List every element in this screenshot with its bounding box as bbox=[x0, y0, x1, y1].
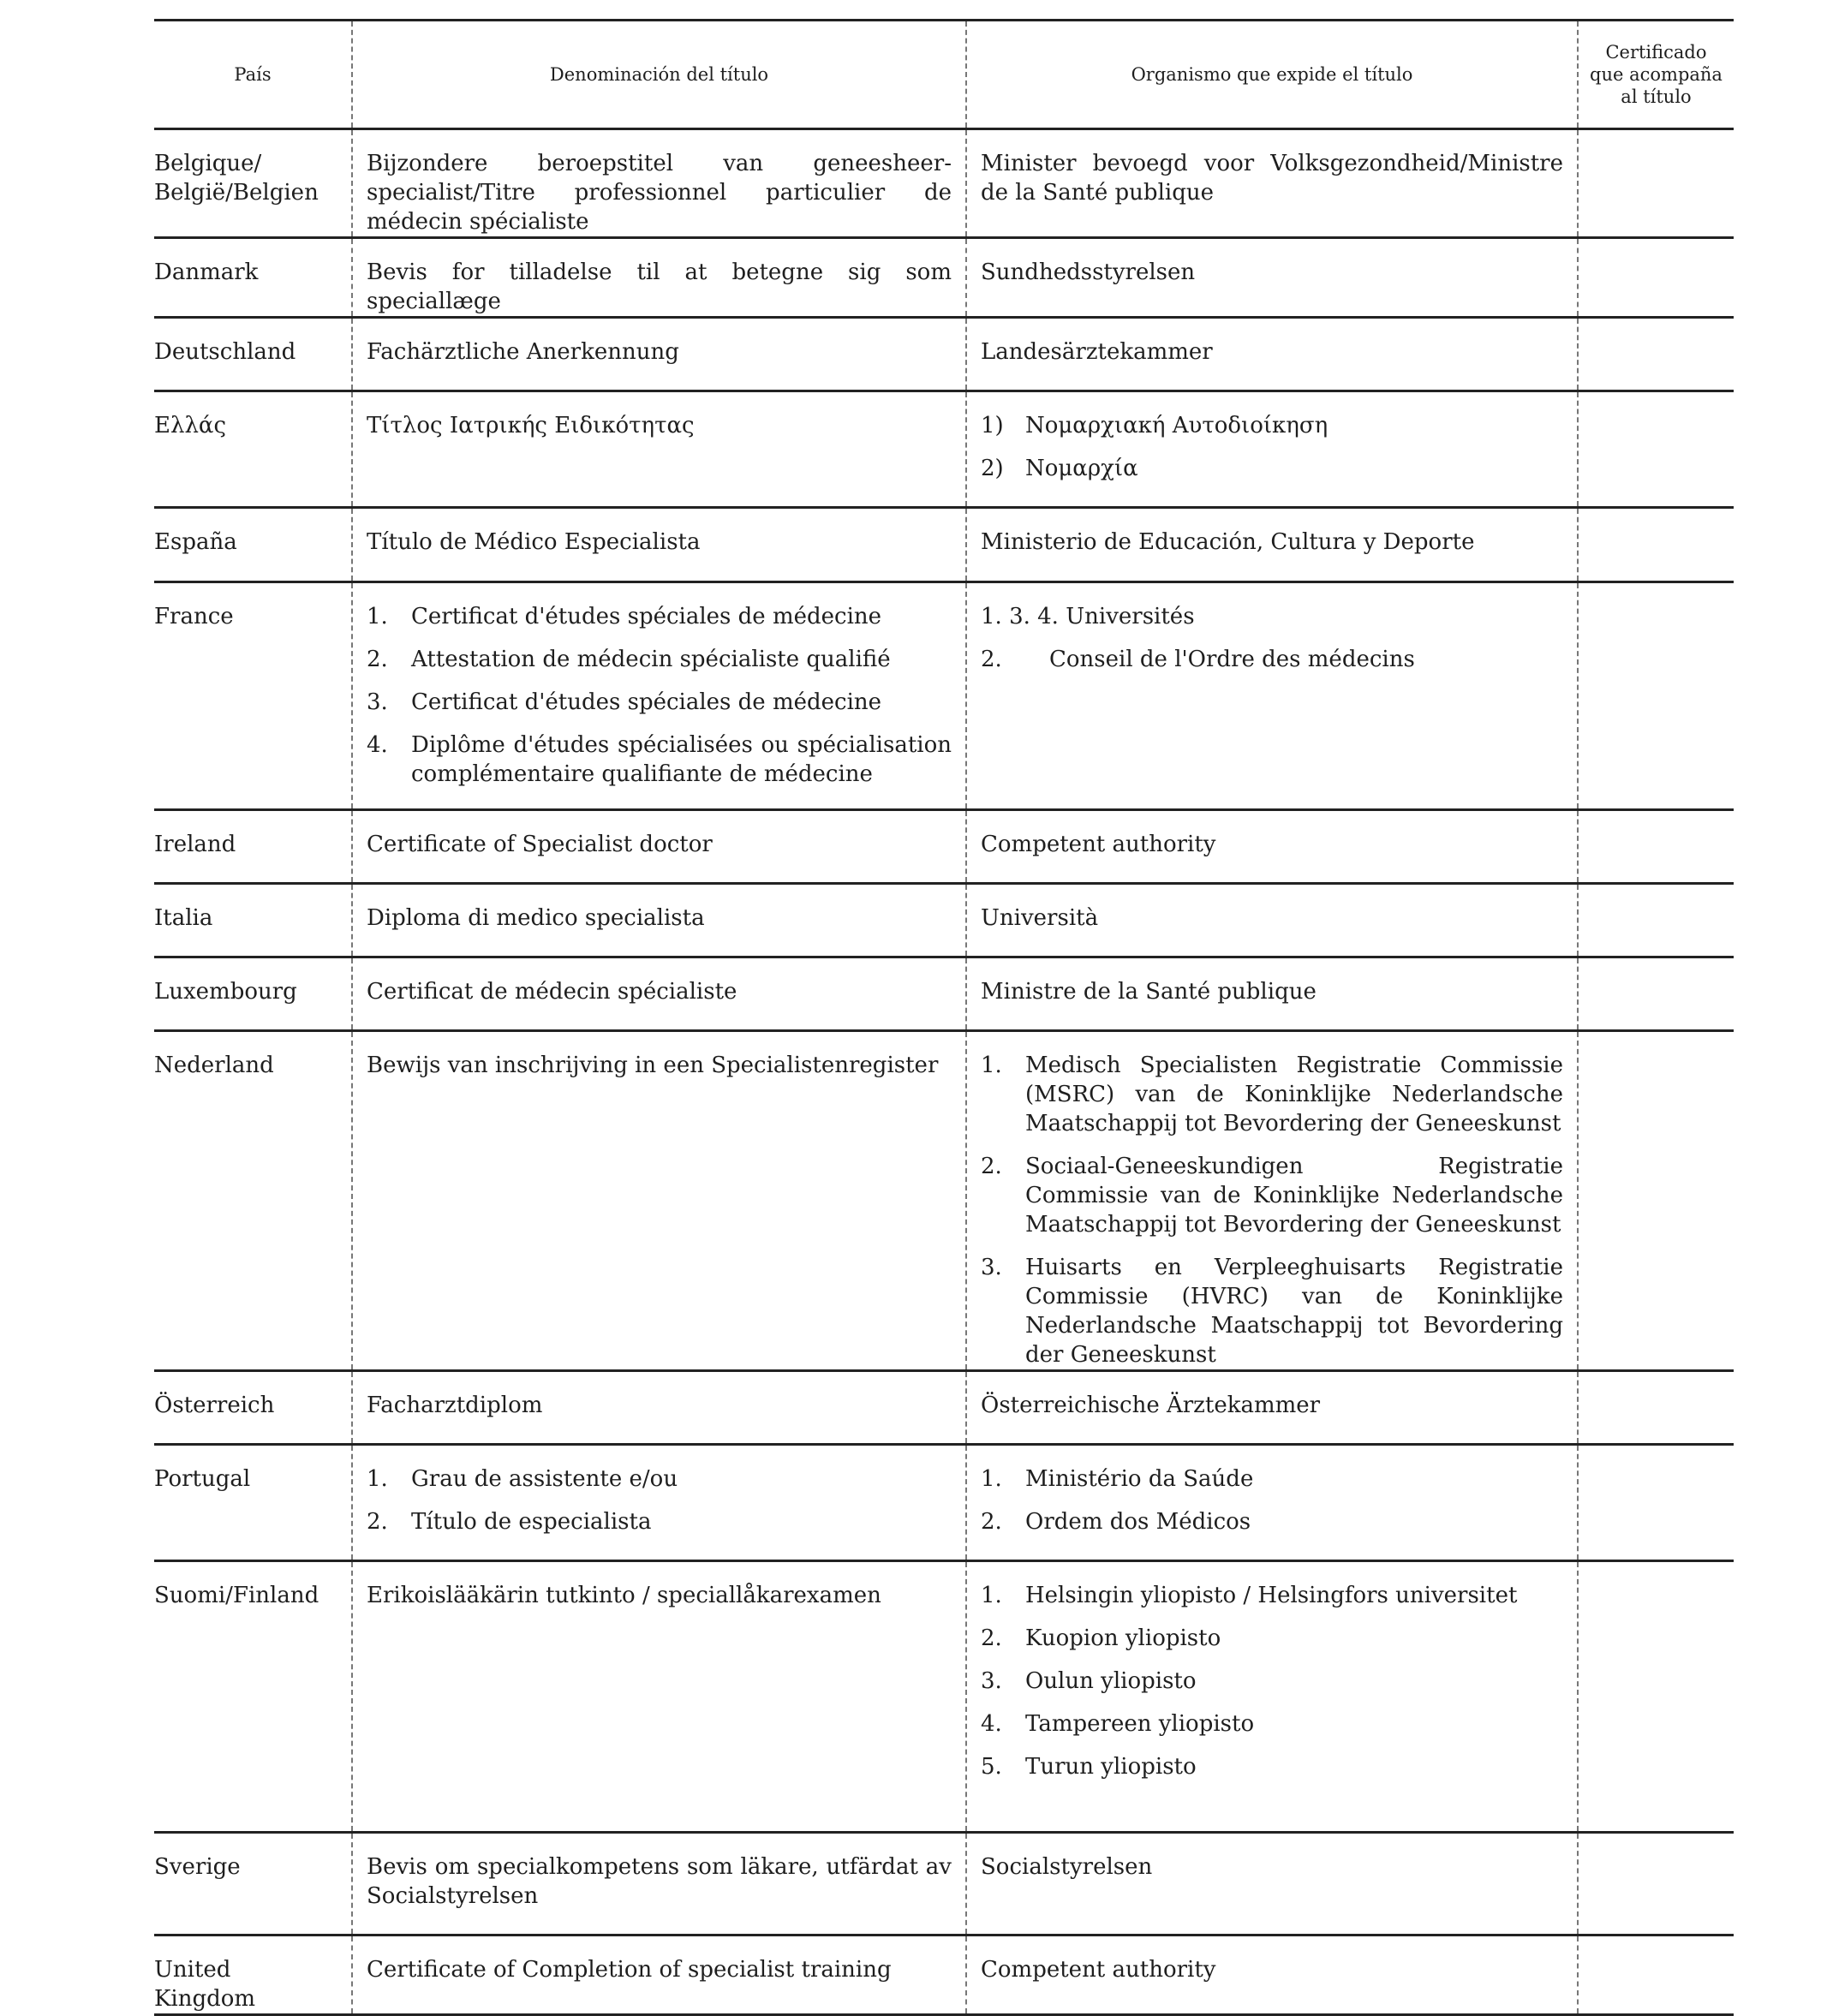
title-text: Diploma di medico specialista bbox=[367, 905, 705, 931]
issuing-body-text: Socialstyrelsen bbox=[981, 1854, 1153, 1880]
title-text: Fachärztliche Anerkennung bbox=[367, 339, 679, 365]
list-item bbox=[367, 1464, 952, 1494]
country-cell: España bbox=[154, 508, 352, 582]
country-line: België/Belgien bbox=[154, 180, 319, 206]
table-row bbox=[154, 582, 1734, 810]
list-text: Sociaal-Geneeskundigen Registratie Commissie van de Koninklijke Nederlandsche Maatschappij tot Bevordering der Geneeskunst bbox=[1025, 1154, 1563, 1238]
list-item bbox=[981, 1152, 1563, 1239]
issuing-body-text: Ministre de la Santé publique bbox=[981, 979, 1316, 1005]
list-text: Helsingin yliopisto / Helsingfors universitet bbox=[1025, 1583, 1518, 1608]
list-text: Grau de assistente e/ou bbox=[411, 1466, 678, 1492]
list-item bbox=[367, 602, 952, 631]
list-number: 1. bbox=[981, 1466, 1002, 1492]
certificate-cell bbox=[1578, 318, 1734, 391]
certificate-cell bbox=[1578, 129, 1734, 238]
list-text: Νομαρχία bbox=[1025, 456, 1138, 481]
issuing-body-text: Sundhedsstyrelsen bbox=[981, 259, 1196, 285]
country-cell: Sverige bbox=[154, 1833, 352, 1935]
table-row bbox=[154, 238, 1734, 318]
list-number: 2. bbox=[981, 1625, 1002, 1651]
list-item bbox=[981, 602, 1563, 631]
title-text: Certificate of Specialist doctor bbox=[367, 832, 713, 857]
title-cell bbox=[352, 238, 966, 318]
country-cell: Ireland bbox=[154, 810, 352, 884]
header-country: País bbox=[154, 21, 352, 129]
list-item bbox=[981, 1581, 1563, 1610]
issuing-body-text: Landesärztekammer bbox=[981, 339, 1213, 365]
list-item bbox=[981, 1507, 1563, 1536]
list-item bbox=[367, 645, 952, 674]
title-cell bbox=[352, 318, 966, 391]
list-item bbox=[981, 1051, 1563, 1138]
list-text: Medisch Specialisten Registratie Commissie (MSRC) van de Koninklijke Nederlandsche Maatschappij tot Bevordering der Geneeskunst bbox=[1025, 1053, 1563, 1136]
list-number: 3. bbox=[367, 689, 388, 715]
list-text: Certificat d'études spéciales de médecine bbox=[411, 604, 882, 629]
certificate-cell bbox=[1578, 1445, 1734, 1561]
title-cell bbox=[352, 1561, 966, 1833]
country-cell: Danmark bbox=[154, 238, 352, 318]
issuing-body-cell bbox=[966, 1445, 1578, 1561]
country-cell: Portugal bbox=[154, 1445, 352, 1561]
list-text: Attestation de médecin spécialiste qualifié bbox=[411, 647, 891, 672]
issuing-body-cell bbox=[966, 810, 1578, 884]
title-cell bbox=[352, 884, 966, 957]
list-text: Turun yliopisto bbox=[1025, 1754, 1197, 1780]
certificate-cell bbox=[1578, 810, 1734, 884]
certificate-cell bbox=[1578, 884, 1734, 957]
list-number: 4. bbox=[981, 1711, 1002, 1737]
title-text: Facharztdiplom bbox=[367, 1393, 543, 1418]
certificate-cell bbox=[1578, 508, 1734, 582]
list-text: Universités bbox=[1066, 604, 1195, 629]
issuing-body-cell bbox=[966, 1371, 1578, 1445]
list-number: 2) bbox=[981, 456, 1004, 481]
list-number: 2. bbox=[367, 647, 388, 672]
list-item bbox=[981, 1624, 1563, 1653]
list-text: Ordem dos Médicos bbox=[1025, 1509, 1251, 1535]
list-number: 1. bbox=[981, 1053, 1002, 1078]
country-cell: United Kingdom bbox=[154, 1935, 352, 2015]
list-number: 1) bbox=[981, 413, 1004, 438]
table-header-row bbox=[154, 21, 1734, 129]
list-item bbox=[981, 1709, 1563, 1739]
certificate-cell bbox=[1578, 1031, 1734, 1371]
title-text: Erikoislääkärin tutkinto / speciallåkarexamen bbox=[367, 1583, 881, 1608]
list-number: 1. bbox=[367, 604, 388, 629]
list-text: Certificat d'études spéciales de médecine bbox=[411, 689, 882, 715]
title-text: Bijzondere beroepstitel van geneesheer-specialist/Titre professionnel particulier de médecin spécialiste bbox=[367, 151, 952, 235]
list-number: 3. bbox=[981, 1668, 1002, 1694]
certificate-cell bbox=[1578, 391, 1734, 508]
certificate-cell bbox=[1578, 238, 1734, 318]
list-item bbox=[981, 411, 1563, 440]
list-number: 1. bbox=[981, 1583, 1002, 1608]
list-item bbox=[367, 731, 952, 789]
list-number: 5. bbox=[981, 1754, 1002, 1780]
title-cell bbox=[352, 1833, 966, 1935]
country-cell: Nederland bbox=[154, 1031, 352, 1371]
issuing-body-cell bbox=[966, 238, 1578, 318]
header-issuing-body: Organismo que expide el título bbox=[966, 21, 1578, 129]
table-row bbox=[154, 1445, 1734, 1561]
certificate-cell bbox=[1578, 1561, 1734, 1833]
issuing-body-cell bbox=[966, 1833, 1578, 1935]
certificate-cell bbox=[1578, 957, 1734, 1031]
list-item bbox=[981, 645, 1563, 674]
title-cell bbox=[352, 508, 966, 582]
country-cell: Luxembourg bbox=[154, 957, 352, 1031]
list-text: Diplôme d'études spécialisées ou spécialisation complémentaire qualifiante de médecine bbox=[411, 732, 952, 787]
list-text: Conseil de l'Ordre des médecins bbox=[1049, 647, 1415, 672]
title-cell bbox=[352, 1445, 966, 1561]
list-item bbox=[367, 688, 952, 717]
table-row bbox=[154, 1371, 1734, 1445]
issuing-body-text: Minister bevoegd voor Volksgezondheid/Ministre de la Santé publique bbox=[981, 151, 1563, 206]
list-item bbox=[981, 1253, 1563, 1369]
country-cell: France bbox=[154, 582, 352, 810]
issuing-body-cell bbox=[966, 508, 1578, 582]
country-cell: Österreich bbox=[154, 1371, 352, 1445]
list-number: 2. bbox=[981, 1154, 1002, 1179]
issuing-body-text: Competent authority bbox=[981, 1957, 1216, 1983]
list-number: 2. bbox=[367, 1509, 388, 1535]
title-cell bbox=[352, 129, 966, 238]
table-row bbox=[154, 1031, 1734, 1371]
country-cell: Ελλάς bbox=[154, 391, 352, 508]
issuing-body-cell bbox=[966, 582, 1578, 810]
specialist-title-table bbox=[154, 19, 1734, 2016]
table-row bbox=[154, 391, 1734, 508]
title-text: Τίτλος Ιατρικής Ειδικότητας bbox=[367, 413, 695, 438]
table-row bbox=[154, 957, 1734, 1031]
title-cell bbox=[352, 391, 966, 508]
list-text: Νομαρχιακή Αυτοδιοίκηση bbox=[1025, 413, 1328, 438]
issuing-body-cell bbox=[966, 957, 1578, 1031]
list-number: 1. bbox=[367, 1466, 388, 1492]
list-text: Título de especialista bbox=[411, 1509, 652, 1535]
list-item bbox=[367, 1507, 952, 1536]
list-text: Huisarts en Verpleeghuisarts Registratie Commissie (HVRC) van de Koninklijke Nederlandsche Maatschappij tot Bevordering der Geneeskunst bbox=[1025, 1255, 1563, 1368]
list-number: 4. bbox=[367, 732, 388, 758]
list-number: 2. bbox=[981, 1509, 1002, 1535]
title-text: Bevis om specialkompetens som läkare, utfärdat av Socialstyrelsen bbox=[367, 1854, 952, 1909]
issuing-body-text: Università bbox=[981, 905, 1099, 931]
issuing-body-text: Österreichische Ärztekammer bbox=[981, 1393, 1321, 1418]
table-row bbox=[154, 129, 1734, 238]
title-cell bbox=[352, 957, 966, 1031]
list-text: Tampereen yliopisto bbox=[1025, 1711, 1255, 1737]
list-number: 1. 3. 4. bbox=[981, 604, 1059, 629]
title-cell bbox=[352, 1371, 966, 1445]
header-certificate: Certificado que acompaña al título bbox=[1578, 21, 1734, 129]
list-item bbox=[981, 1752, 1563, 1781]
certificate-cell bbox=[1578, 582, 1734, 810]
table-row bbox=[154, 508, 1734, 582]
table-row bbox=[154, 884, 1734, 957]
title-cell bbox=[352, 582, 966, 810]
title-text: Título de Médico Especialista bbox=[367, 529, 701, 555]
list-text: Kuopion yliopisto bbox=[1025, 1625, 1221, 1651]
issuing-body-cell bbox=[966, 884, 1578, 957]
table-row bbox=[154, 318, 1734, 391]
country-cell: Deutschland bbox=[154, 318, 352, 391]
table-row bbox=[154, 1561, 1734, 1833]
list-item bbox=[981, 454, 1563, 483]
title-text: Certificate of Completion of specialist training bbox=[367, 1957, 892, 1983]
list-text: Oulun yliopisto bbox=[1025, 1668, 1197, 1694]
issuing-body-text: Ministerio de Educación, Cultura y Deporte bbox=[981, 529, 1475, 555]
issuing-body-cell bbox=[966, 318, 1578, 391]
header-title-name: Denominación del título bbox=[352, 21, 966, 129]
country-line: Belgique/ bbox=[154, 151, 262, 176]
country-cell: Suomi/Finland bbox=[154, 1561, 352, 1833]
table-row bbox=[154, 810, 1734, 884]
country-cell: Italia bbox=[154, 884, 352, 957]
title-text: Bewijs van inschrijving in een Specialistenregister bbox=[367, 1053, 939, 1078]
title-cell bbox=[352, 810, 966, 884]
certificate-cell bbox=[1578, 1371, 1734, 1445]
issuing-body-cell bbox=[966, 391, 1578, 508]
issuing-body-cell bbox=[966, 1031, 1578, 1371]
list-item bbox=[981, 1464, 1563, 1494]
list-item bbox=[981, 1667, 1563, 1696]
list-text: Ministério da Saúde bbox=[1025, 1466, 1254, 1492]
title-text: Certificat de médecin spécialiste bbox=[367, 979, 737, 1005]
certificate-cell bbox=[1578, 1833, 1734, 1935]
list-number: 3. bbox=[981, 1255, 1002, 1280]
title-cell bbox=[352, 1031, 966, 1371]
issuing-body-cell bbox=[966, 1561, 1578, 1833]
country-cell bbox=[154, 129, 352, 238]
issuing-body-cell bbox=[966, 129, 1578, 238]
issuing-body-text: Competent authority bbox=[981, 832, 1216, 857]
list-number: 2. bbox=[981, 647, 1002, 672]
title-text: Bevis for tilladelse til at betegne sig som speciallæge bbox=[367, 259, 952, 314]
table-row bbox=[154, 1833, 1734, 1935]
